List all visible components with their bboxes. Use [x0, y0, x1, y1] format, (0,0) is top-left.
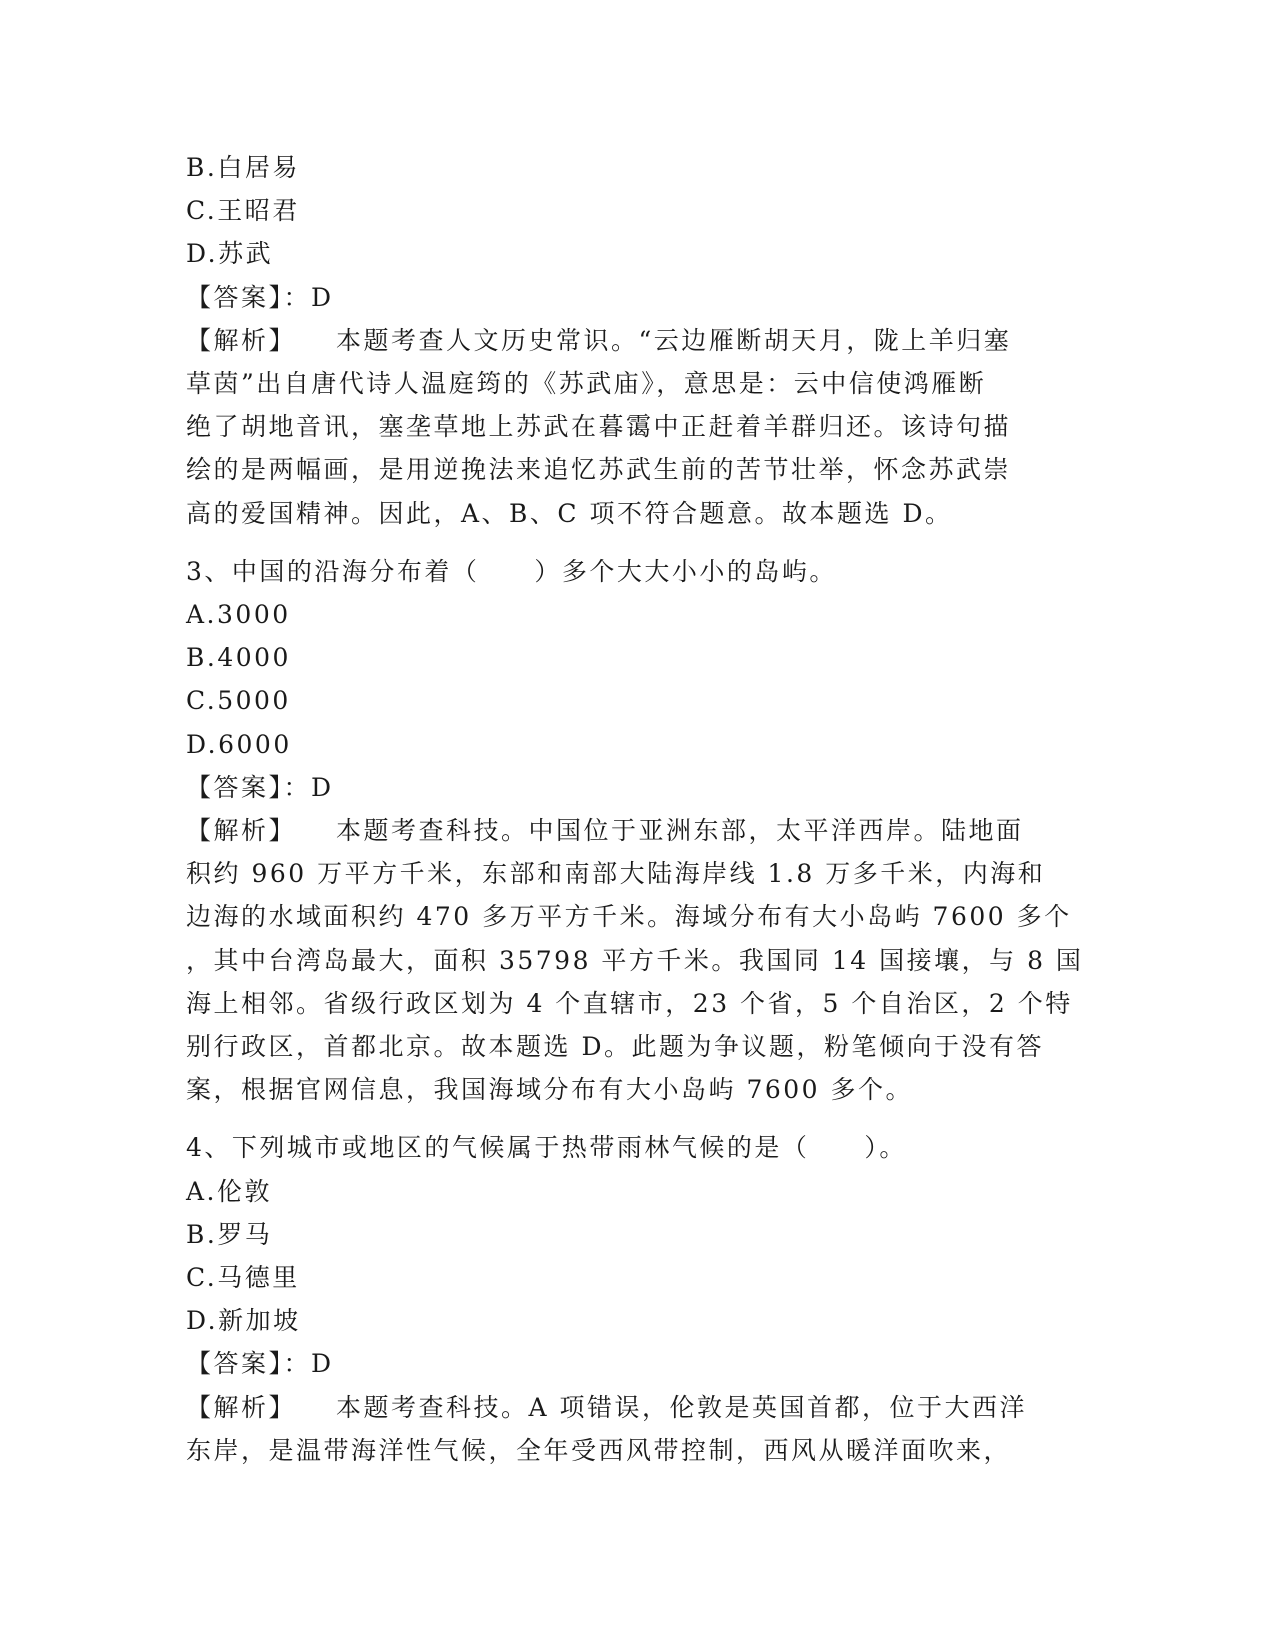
option-label: B. [186, 643, 218, 673]
answer-value: D [311, 772, 334, 802]
explanation-line: 案，根据官网信息，我国海域分布有大小岛屿 7600 多个。 [186, 1075, 914, 1105]
option-b [186, 636, 1086, 679]
explanation-line: 东岸，是温带海洋性气候，全年受西风带控制，西风从暖洋面吹来， [186, 1435, 1012, 1465]
explanation-line: 绝了胡地音讯，塞垄草地上苏武在暮霭中正赶着羊群归还。该诗句描 [186, 412, 1012, 442]
option-text: 新加坡 [218, 1306, 301, 1336]
question-stem: 4、下列城市或地区的气候属于热带雨林气候的是（ ）。 [186, 1133, 907, 1163]
option-text: 白居易 [217, 153, 300, 182]
option-label: C. [186, 196, 218, 226]
explanation-text: 本题考查科技。A 项错误，伦敦是英国首都，位于大西洋 [336, 1392, 1028, 1422]
option-b [186, 146, 1086, 189]
option-text: 苏武 [218, 239, 274, 269]
option-b [186, 1213, 1086, 1256]
question-3 [186, 550, 1086, 1112]
option-a [186, 593, 1086, 636]
explanation-line [186, 809, 1086, 852]
option-text: 3000 [217, 600, 291, 630]
explanation-line [186, 319, 1086, 362]
explanation-line: 草茵”出自唐代诗人温庭筠的《苏武庙》，意思是：云中信使鸿雁断 [186, 369, 987, 399]
option-text: 伦敦 [217, 1176, 273, 1206]
option-c [186, 1256, 1086, 1299]
question-2-tail [186, 146, 1086, 535]
question-stem: 3、中国的沿海分布着（ ）多个大大小小的岛屿。 [186, 556, 837, 586]
option-a [186, 1170, 1086, 1213]
option-c [186, 679, 1086, 722]
option-label: A. [186, 1176, 218, 1206]
option-label: D. [186, 729, 219, 759]
explanation-label: 【解析】 [186, 816, 297, 846]
answer-value: D [311, 282, 334, 312]
explanation-text: 本题考查科技。中国位于亚洲东部，太平洋西岸。陆地面 [336, 816, 1024, 846]
explanation-line: ，其中台湾岛最大，面积 35798 平方千米。我国同 14 国接壤，与 8 国 [186, 945, 1084, 975]
explanation-line: 积约 960 万平方千米，东部和南部大陆海岸线 1.8 万多千米，内海和 [186, 859, 1046, 889]
option-text: 马德里 [217, 1263, 300, 1293]
option-text: 罗马 [217, 1219, 273, 1249]
answer-line [186, 766, 1086, 809]
option-text: 王昭君 [217, 196, 300, 226]
explanation-line [186, 1386, 1086, 1429]
answer-label: 【答案】： [186, 772, 312, 802]
option-text: 6000 [218, 729, 292, 759]
explanation-text: 本题考查人文历史常识。“云边雁断胡天月，陇上羊归塞 [336, 325, 1012, 355]
explanation-line: 别行政区，首都北京。故本题选 D。此题为争议题，粉笔倾向于没有答 [186, 1032, 1044, 1062]
explanation-line: 高的爱国精神。因此，A、B、C 项不符合题意。故本题选 D。 [186, 498, 953, 528]
answer-label: 【答案】： [186, 1349, 312, 1379]
option-label: B. [186, 1219, 218, 1249]
explanation-label: 【解析】 [186, 1392, 297, 1422]
option-d [186, 1299, 1086, 1342]
option-d [186, 232, 1086, 275]
option-d [186, 723, 1086, 766]
option-label: B. [186, 153, 218, 182]
question-4 [186, 1126, 1086, 1472]
option-label: C. [186, 686, 218, 716]
explanation-line: 海上相邻。省级行政区划为 4 个直辖市，23 个省，5 个自治区，2 个特 [186, 988, 1073, 1018]
explanation-line: 绘的是两幅画，是用逆挽法来追忆苏武生前的苦节壮举，怀念苏武崇 [186, 455, 1012, 485]
answer-line [186, 276, 1086, 319]
page-content [186, 146, 1086, 1472]
answer-value: D [311, 1349, 334, 1379]
option-label: C. [186, 1263, 218, 1293]
answer-line [186, 1342, 1086, 1385]
answer-label: 【答案】： [186, 282, 312, 312]
option-label: D. [186, 239, 219, 269]
option-c [186, 189, 1086, 232]
option-label: D. [186, 1306, 219, 1336]
option-label: A. [186, 600, 218, 630]
option-text: 4000 [217, 643, 291, 673]
explanation-label: 【解析】 [186, 325, 297, 355]
explanation-line: 边海的水域面积约 470 多万平方千米。海域分布有大小岛屿 7600 多个 [186, 902, 1072, 932]
option-text: 5000 [217, 686, 291, 716]
